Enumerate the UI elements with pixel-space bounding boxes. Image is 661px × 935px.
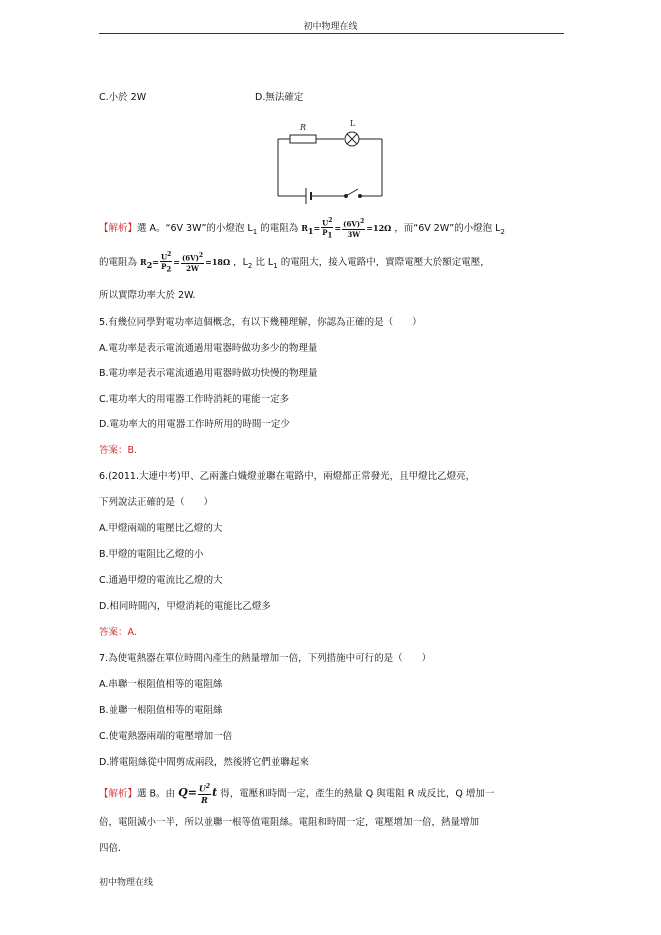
q6-stem-line-1: 6.(2011.大連中考)甲、乙兩盞白熾燈並聯在電路中，兩燈都正常發光，且甲燈比乙燈亮， <box>99 471 476 482</box>
analysis-label: 【解析】 <box>99 222 138 234</box>
q7-option-c: C.使電熱器兩端的電壓增加一倍 <box>99 731 233 742</box>
q6-answer: 答案：A. <box>99 627 137 638</box>
q6-option-a: A.甲燈兩端的電壓比乙燈的大 <box>99 523 223 534</box>
q7-option-a: A.串聯一根阻值相等的電阻絲 <box>99 679 223 690</box>
q6-stem-line-2: 下列說法正確的是（ ） <box>99 497 214 508</box>
lamp-label: L <box>350 119 356 128</box>
page-footer: 初中物理在线 <box>99 878 154 888</box>
solution-1-line-1: 【解析】選 A。“6V 3W”的小燈泡 $L_1$ 的電阻為 $R_1=$ $\frac{U^2}{P_1}$ = $\frac{(6V)^2}{3W}$ =12Ω ，而“6V 2W”的小燈泡 $L_2$ <box>99 217 505 240</box>
q5-stem: 5.有幾位同學對電功率這個概念，有以下幾種理解，你認為正確的是（ ） <box>99 317 422 328</box>
q7-option-d: D.將電阻絲從中間剪成兩段，然後將它們並聯起來 <box>99 757 309 768</box>
solution-7-line-2: 倍，電阻減小一半，所以並聯一根等值電阻絲。電阻和時間一定，電壓增加一倍，熱量增加 <box>99 817 480 828</box>
resistor-symbol <box>290 135 316 143</box>
solution-7-line-3: 四倍. <box>99 843 122 854</box>
solution-1-line-2: 的電阻為 $R_2=$ $\frac{U^2}{P_2}$ = $\frac{(6V)^2}{2W}$ =18Ω ，$L_2$ 比 $L_1$ 的電阻大，接入電路中，實際電壓大於額定電壓， <box>99 251 490 274</box>
header-rule <box>99 33 564 34</box>
q6-option-b: B.甲燈的電阻比乙燈的小 <box>99 549 204 560</box>
q5-option-d: D.電功率大的用電器工作時所用的時間一定少 <box>99 419 290 430</box>
circuit-diagram <box>270 118 390 204</box>
q7-option-b: B.並聯一根阻值相等的電阻絲 <box>99 705 223 716</box>
q6-option-c: C.通過甲燈的電流比乙燈的大 <box>99 575 223 586</box>
resistor-label: R <box>300 123 307 132</box>
q5-answer: 答案：B. <box>99 445 138 456</box>
formula-r2: $R_2=$ $\frac{U^2}{P_2}$ = $\frac{(6V)^2}{2W}$ =18Ω <box>140 251 231 274</box>
solution-1-line-3: 所以實際功率大於 2W. <box>99 290 196 301</box>
formula-r1: $R_1=$ $\frac{U^2}{P_1}$ = $\frac{(6V)^2}{3W}$ =12Ω <box>301 217 392 240</box>
solution-7-line-1: 【解析】選 B。由 Q= $\frac{U^2}{R}$ t 得，電壓和時間一定，產生的熱量 Q 與電阻 R 成反比，Q 增加一 <box>99 783 495 805</box>
q6-option-d: D.相同時間內，甲燈消耗的電能比乙燈多 <box>99 601 271 612</box>
switch-symbol <box>346 189 358 196</box>
option-d-prev: D.無法確定 <box>255 92 304 103</box>
option-c-prev: C.小於 2W <box>99 92 147 103</box>
analysis-label: 【解析】 <box>99 788 138 800</box>
q5-option-c: C.電功率大的用電器工作時消耗的電能一定多 <box>99 394 290 405</box>
q5-option-a: A.電功率是表示電流通過用電器時做功多少的物理量 <box>99 343 318 354</box>
formula-heat: Q= $\frac{U^2}{R}$ t <box>178 783 218 805</box>
q5-option-b: B.電功率是表示電流通過用電器時做功快慢的物理量 <box>99 368 318 379</box>
page-header: 初中物理在线 <box>303 22 358 32</box>
q7-stem: 7.為使電熱器在單位時間內產生的熱量增加一倍，下列措施中可行的是（ ） <box>99 653 432 664</box>
